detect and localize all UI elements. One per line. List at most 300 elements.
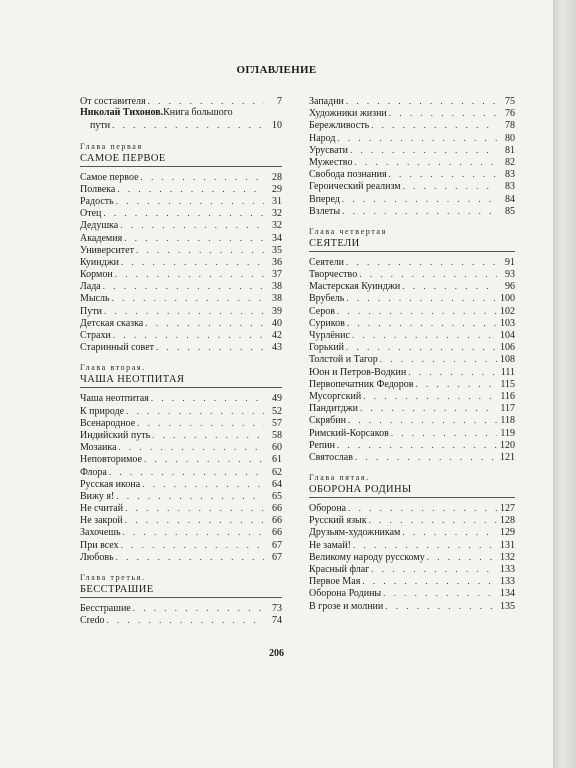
- chapter-label: Глава пятая.: [309, 473, 370, 483]
- toc-entry-page: 57: [272, 417, 282, 429]
- toc-entry: [80, 526, 282, 538]
- toc-entry-page: 38: [272, 281, 282, 293]
- toc-entry-title: Толстой и Тагор: [309, 354, 378, 366]
- toc-entry: [309, 193, 515, 205]
- toc-entry-title: Чурлёнис: [309, 330, 350, 341]
- toc-entry: [309, 168, 515, 180]
- toc-entry-title: Страхи: [80, 330, 111, 341]
- leader-dots: [362, 575, 497, 587]
- toc-entry-title: Куинджи: [80, 256, 119, 268]
- toc-entry-page: 66: [272, 527, 282, 539]
- toc-entry: [80, 614, 282, 626]
- toc-entry-page: 39: [272, 305, 282, 317]
- toc-entry: [309, 317, 515, 329]
- toc-entry: [80, 329, 282, 341]
- leader-dots: [402, 526, 497, 538]
- toc-entry-title: Флора: [80, 466, 107, 478]
- toc-list: [309, 256, 515, 463]
- toc-entry: [309, 563, 515, 575]
- toc-entry-title: Пути: [80, 305, 102, 317]
- toc-entry-title: Русская икона: [80, 478, 141, 490]
- leader-dots: [145, 317, 264, 329]
- chapter-2: [80, 362, 282, 563]
- toc-entry-title: Не замай!: [309, 539, 351, 551]
- toc-entry-title: Друзьям-художникам: [309, 527, 401, 539]
- toc-entry-page: 34: [272, 232, 282, 244]
- leader-dots: [141, 171, 264, 183]
- toc-entry: [309, 539, 515, 551]
- toc-entry-title: Скрябин: [309, 415, 346, 427]
- leader-dots: [115, 268, 264, 280]
- toc-entry: [80, 244, 282, 256]
- toc-entry-page: 32: [272, 208, 282, 220]
- chapter-title: САМОЕ ПЕРВОЕ: [80, 152, 282, 167]
- toc-entry-title: Бережливость: [309, 120, 370, 132]
- toc-entry: [309, 280, 515, 292]
- toc-entry: [80, 429, 282, 441]
- toc-entry-page: 82: [505, 156, 515, 168]
- toc-entry-page: 127: [500, 503, 515, 515]
- toc-entry: [309, 329, 515, 341]
- leader-dots: [126, 405, 264, 417]
- toc-entry-title: Credo: [80, 615, 105, 627]
- toc-entry-page: 35: [272, 244, 282, 256]
- toc-entry-title: Сеятели: [309, 256, 344, 268]
- leader-dots: [350, 144, 497, 156]
- leader-dots: [383, 587, 497, 599]
- toc-entry: [80, 219, 282, 231]
- toc-list: [80, 392, 282, 563]
- toc-entry-title: Мысль: [80, 293, 110, 305]
- leader-dots: [113, 329, 264, 341]
- toc-entry-title: Горький: [309, 342, 345, 354]
- toc-entry-title: Западни: [309, 96, 344, 107]
- leader-dots: [403, 180, 497, 192]
- toc-entry-page: 38: [272, 293, 282, 305]
- leader-dots: [104, 305, 264, 317]
- leader-dots: [116, 195, 264, 207]
- leader-dots: [116, 490, 264, 502]
- toc-entry: [309, 95, 515, 107]
- toc-entry-page: 80: [505, 132, 515, 144]
- toc-entry: [80, 268, 282, 280]
- toc-entry-title: Любовь: [80, 551, 114, 563]
- toc-entry-title: Серов: [309, 305, 335, 317]
- toc-entry-page: 61: [272, 454, 282, 466]
- toc-entry-page: 62: [272, 466, 282, 478]
- leader-dots: [354, 156, 497, 168]
- chapter-label: Глава первая: [80, 141, 143, 151]
- toc-entry: [309, 156, 515, 168]
- toc-entry-page: 10: [272, 120, 282, 132]
- toc-entry-title: Свобода познания: [309, 169, 387, 181]
- leader-dots: [363, 390, 497, 402]
- toc-entry: [309, 366, 515, 378]
- toc-entry-page: 74: [272, 615, 282, 627]
- toc-entry: [80, 95, 282, 107]
- toc-entry-title: Репин: [309, 439, 335, 451]
- toc-entry-title: Святослав: [309, 451, 353, 463]
- toc-column-left: [80, 95, 282, 626]
- toc-entry-page: 102: [500, 305, 515, 317]
- toc-entry-title: пути: [90, 120, 111, 132]
- leader-dots: [119, 441, 264, 453]
- toc-entry: [309, 600, 515, 612]
- toc-entry-page: 32: [272, 220, 282, 232]
- leader-dots: [427, 551, 497, 563]
- toc-entry-title: Русский язык: [309, 515, 367, 527]
- toc-entry-title: Мужество: [309, 156, 353, 168]
- toc-entry-page: 78: [505, 120, 515, 132]
- toc-entry-page: 29: [272, 183, 282, 195]
- toc-entry-page: 115: [500, 378, 515, 390]
- toc-list: [80, 602, 282, 626]
- toc-entry-title: Не считай: [80, 503, 124, 515]
- toc-entry-title: Пандитджи: [309, 403, 359, 415]
- toc-entry: [309, 514, 515, 526]
- toc-entry: [309, 119, 515, 131]
- toc-entry-title: Кормон: [80, 269, 113, 281]
- toc-entry-title: Творчество: [309, 269, 358, 281]
- leader-dots: [121, 539, 264, 551]
- toc-entry-title: Полвека: [80, 183, 116, 195]
- leader-dots: [346, 341, 497, 353]
- toc-entry-page: 106: [500, 342, 515, 354]
- toc-entry: [309, 180, 515, 192]
- leader-dots: [346, 256, 497, 268]
- toc-entry-title: Вижу я!: [80, 490, 115, 502]
- toc-entry-title: Первое Мая: [309, 576, 361, 588]
- toc-entry: [309, 268, 515, 280]
- toc-entry-page: 83: [505, 181, 515, 193]
- leader-dots: [389, 168, 497, 180]
- leader-dots: [116, 551, 264, 563]
- toc-entry-page: 66: [272, 503, 282, 515]
- toc-entry-title: При всех: [80, 539, 119, 551]
- leader-dots: [148, 95, 264, 107]
- toc-list: [309, 502, 515, 612]
- toc-entry-author: Николай Тихонов.: [80, 107, 164, 119]
- toc-entry-title: Героический реализм: [309, 181, 401, 193]
- toc-entry: [309, 378, 515, 390]
- toc-entry-page: 120: [500, 439, 515, 451]
- toc-entry-title: Лада: [80, 281, 101, 293]
- toc-entry: [80, 490, 282, 502]
- toc-entry-title: Отец: [80, 208, 102, 220]
- leader-dots: [106, 614, 264, 626]
- toc-entry-page: 128: [500, 515, 515, 527]
- leader-dots: [337, 305, 497, 317]
- leader-dots: [133, 602, 264, 614]
- toc-entry: [80, 207, 282, 219]
- toc-entry-title: Урусвати: [309, 144, 348, 156]
- leader-dots: [380, 353, 497, 365]
- chapter-title: ОБОРОНА РОДИНЫ: [309, 483, 515, 498]
- toc-entry: [309, 292, 515, 304]
- toc-entry: [309, 341, 515, 353]
- toc-column-right: [309, 95, 515, 612]
- toc-entry-page: 103: [500, 317, 515, 329]
- toc-entry-page: 75: [505, 96, 515, 107]
- page-title: ОГЛАВЛЕНИЕ: [236, 64, 317, 76]
- toc-entry: [309, 107, 515, 119]
- leader-dots: [144, 453, 264, 465]
- toc-entry-page: 135: [500, 600, 515, 612]
- toc-entry-title: Первопечатник Федоров: [309, 378, 414, 390]
- toc-intro: [80, 95, 282, 132]
- chapter-5: [309, 472, 515, 612]
- leader-dots: [112, 119, 264, 131]
- toc-entry-title: Художники жизни: [309, 108, 387, 120]
- chapter-title: СЕЯТЕЛИ: [309, 237, 515, 252]
- leader-dots: [337, 132, 497, 144]
- toc-entry-title: Захочешь: [80, 527, 121, 539]
- leader-dots: [152, 429, 264, 441]
- leader-dots: [124, 232, 264, 244]
- toc-entry: [80, 341, 282, 353]
- toc-entry-page: 118: [500, 415, 515, 427]
- leader-dots: [123, 526, 264, 538]
- toc-entry-title: Чаша неотпитая: [80, 393, 149, 405]
- toc-entry-title: Великому народу русскому: [309, 551, 425, 563]
- toc-entry-title: Оборона Родины: [309, 588, 382, 600]
- page-number: 206: [269, 648, 284, 659]
- toc-entry: [309, 587, 515, 599]
- chapter-label: Глава вторая.: [80, 363, 146, 373]
- toc-entry: [80, 119, 282, 131]
- toc-entry: [309, 390, 515, 402]
- toc-entry: [80, 417, 282, 429]
- toc-entry: [80, 195, 282, 207]
- leader-dots: [408, 366, 497, 378]
- toc-entry-page: 83: [505, 169, 515, 181]
- toc-entry: [309, 402, 515, 414]
- leader-dots: [125, 502, 264, 514]
- leader-dots: [355, 451, 497, 463]
- toc-entry: [80, 466, 282, 478]
- toc-entry-page: 76: [505, 108, 515, 120]
- toc-entry-page: 117: [500, 403, 515, 415]
- toc-entry-page: 28: [272, 171, 282, 183]
- toc-list: [309, 95, 515, 217]
- leader-dots: [137, 417, 264, 429]
- toc-entry-page: 119: [500, 427, 515, 439]
- toc-entry-page: 64: [272, 478, 282, 490]
- toc-entry: [80, 602, 282, 614]
- leader-dots: [103, 207, 264, 219]
- leader-dots: [352, 329, 497, 341]
- leader-dots: [402, 280, 497, 292]
- toc-entry-title: Юон и Петров-Водкин: [309, 366, 407, 378]
- toc-entry-page: 58: [272, 429, 282, 441]
- toc-entry-page: 40: [272, 317, 282, 329]
- leader-dots: [136, 244, 264, 256]
- leader-dots: [348, 414, 497, 426]
- toc-entry: [80, 392, 282, 404]
- toc-entry-page: 104: [500, 330, 515, 341]
- chapter-label: Глава четвертая: [309, 226, 387, 236]
- toc-entry-title: Дедушка: [80, 220, 119, 232]
- toc-entry-title: Мозаика: [80, 442, 117, 454]
- toc-entry-page: 37: [272, 269, 282, 281]
- leader-dots: [359, 268, 497, 280]
- toc-entry-page: 31: [272, 195, 282, 207]
- leader-dots: [369, 514, 497, 526]
- toc-entry: [80, 107, 282, 119]
- toc-entry-page: 60: [272, 442, 282, 454]
- toc-entry-page: 129: [500, 527, 515, 539]
- toc-entry-page: 91: [505, 256, 515, 268]
- toc-entry-title: Взлеты: [309, 205, 341, 217]
- leader-dots: [391, 427, 497, 439]
- toc-entry-page: 36: [272, 256, 282, 268]
- toc-entry-page: 49: [272, 393, 282, 405]
- leader-dots: [346, 95, 497, 107]
- toc-entry-title: В грозе и молнии: [309, 600, 384, 612]
- toc-entry-title: Бесстрашие: [80, 603, 131, 614]
- toc-entry: [309, 575, 515, 587]
- toc-entry: [80, 502, 282, 514]
- toc-entry: [80, 183, 282, 195]
- toc-entry-page: 134: [500, 588, 515, 600]
- toc-entry-page: 43: [272, 342, 282, 354]
- toc-entry: [309, 526, 515, 538]
- leader-dots: [120, 219, 264, 231]
- leader-dots: [151, 392, 264, 404]
- toc-entry-page: 52: [272, 405, 282, 417]
- toc-entry: [80, 405, 282, 417]
- toc-entry-page: 96: [505, 281, 515, 293]
- leader-dots: [112, 292, 264, 304]
- leader-dots: [353, 539, 497, 551]
- toc-entry-page: 73: [272, 603, 282, 614]
- toc-entry: [80, 441, 282, 453]
- toc-entry: [80, 232, 282, 244]
- toc-entry-page: 121: [500, 451, 515, 463]
- toc-entry-page: 85: [505, 205, 515, 217]
- leader-dots: [125, 514, 264, 526]
- leader-dots: [117, 183, 264, 195]
- leader-dots: [156, 341, 264, 353]
- toc-entry-title: Врубель: [309, 293, 345, 305]
- toc-entry-title: Старинный совет: [80, 342, 155, 354]
- toc-entry: [309, 132, 515, 144]
- toc-entry-title: Книга большого: [163, 107, 233, 119]
- toc-entry-page: 65: [272, 490, 282, 502]
- toc-entry: [80, 551, 282, 563]
- toc-entry-title: К природе: [80, 405, 125, 417]
- toc-entry-page: 66: [272, 515, 282, 527]
- toc-entry: [309, 144, 515, 156]
- toc-entry-page: 67: [272, 551, 282, 563]
- toc-entry-page: 116: [500, 390, 515, 402]
- toc-entry: [309, 439, 515, 451]
- toc-entry-title: Самое первое: [80, 171, 139, 183]
- toc-entry: [80, 478, 282, 490]
- toc-entry-page: 100: [500, 293, 515, 305]
- leader-dots: [342, 205, 497, 217]
- toc-entry-page: 42: [272, 330, 282, 341]
- toc-entry-title: Радость: [80, 195, 114, 207]
- toc-entry: [309, 427, 515, 439]
- toc-entry-page: 133: [500, 576, 515, 588]
- toc-entry-page: 93: [505, 269, 515, 281]
- toc-entry-page: 84: [505, 193, 515, 205]
- toc-entry-title: Красный флаг: [309, 564, 370, 575]
- toc-entry: [80, 305, 282, 317]
- toc-entry-title: Всенародное: [80, 417, 136, 429]
- toc-entry-title: Неповторимое: [80, 454, 142, 466]
- leader-dots: [348, 502, 497, 514]
- toc-entry: [80, 171, 282, 183]
- leader-dots: [342, 193, 497, 205]
- leader-dots: [346, 292, 497, 304]
- toc-entry-page: 133: [500, 564, 515, 575]
- toc-entry-title: Суриков: [309, 317, 345, 329]
- chapter-3: [80, 572, 282, 626]
- leader-dots: [347, 317, 497, 329]
- toc-entry: [309, 305, 515, 317]
- chapter-1: [80, 141, 282, 354]
- leader-dots: [360, 402, 497, 414]
- toc-entry: [80, 280, 282, 292]
- toc-entry-title: Академия: [80, 232, 123, 244]
- chapter-label: Глава третья.: [80, 573, 146, 582]
- toc-entry-title: Оборона: [309, 503, 347, 515]
- toc-entry-page: 132: [500, 551, 515, 563]
- toc-entry-title: Университет: [80, 244, 134, 256]
- toc-entry-title: Детская сказка: [80, 317, 144, 329]
- leader-dots: [337, 439, 497, 451]
- toc-entry: [80, 292, 282, 304]
- leader-dots: [416, 378, 497, 390]
- toc-entry-title: Вперед: [309, 193, 340, 205]
- chapter-title: БЕССТРАШИЕ: [80, 583, 282, 598]
- toc-entry-page: 7: [277, 96, 282, 107]
- chapter-4: [309, 226, 515, 463]
- toc-entry-title: Индийский путь: [80, 429, 151, 441]
- leader-dots: [371, 563, 497, 575]
- leader-dots: [371, 119, 497, 131]
- toc-entry: [309, 551, 515, 563]
- toc-entry-page: 81: [505, 144, 515, 156]
- toc-entry: [80, 453, 282, 465]
- leader-dots: [385, 600, 497, 612]
- toc-list: [80, 171, 282, 354]
- toc-entry: [309, 414, 515, 426]
- toc-entry: [309, 205, 515, 217]
- leader-dots: [389, 107, 497, 119]
- page-edge: [553, 0, 576, 768]
- toc-entry-title: От составителя: [80, 96, 146, 107]
- toc-entry: [80, 256, 282, 268]
- toc-entry-page: 111: [500, 366, 515, 378]
- leader-dots: [109, 466, 264, 478]
- toc-entry-title: Не закрой: [80, 515, 123, 527]
- chapter-title: ЧАША НЕОТПИТАЯ: [80, 373, 282, 388]
- toc-entry-page: 67: [272, 539, 282, 551]
- toc-entry: [80, 317, 282, 329]
- leader-dots: [121, 256, 264, 268]
- leader-dots: [142, 478, 264, 490]
- toc-entry-title: Мастерская Куинджи: [309, 281, 401, 293]
- toc-entry: [309, 502, 515, 514]
- toc-entry: [309, 353, 515, 365]
- toc-entry-title: Римский-Корсаков: [309, 427, 389, 439]
- toc-entry: [309, 256, 515, 268]
- toc-entry-page: 108: [500, 354, 515, 366]
- toc-entry: [309, 451, 515, 463]
